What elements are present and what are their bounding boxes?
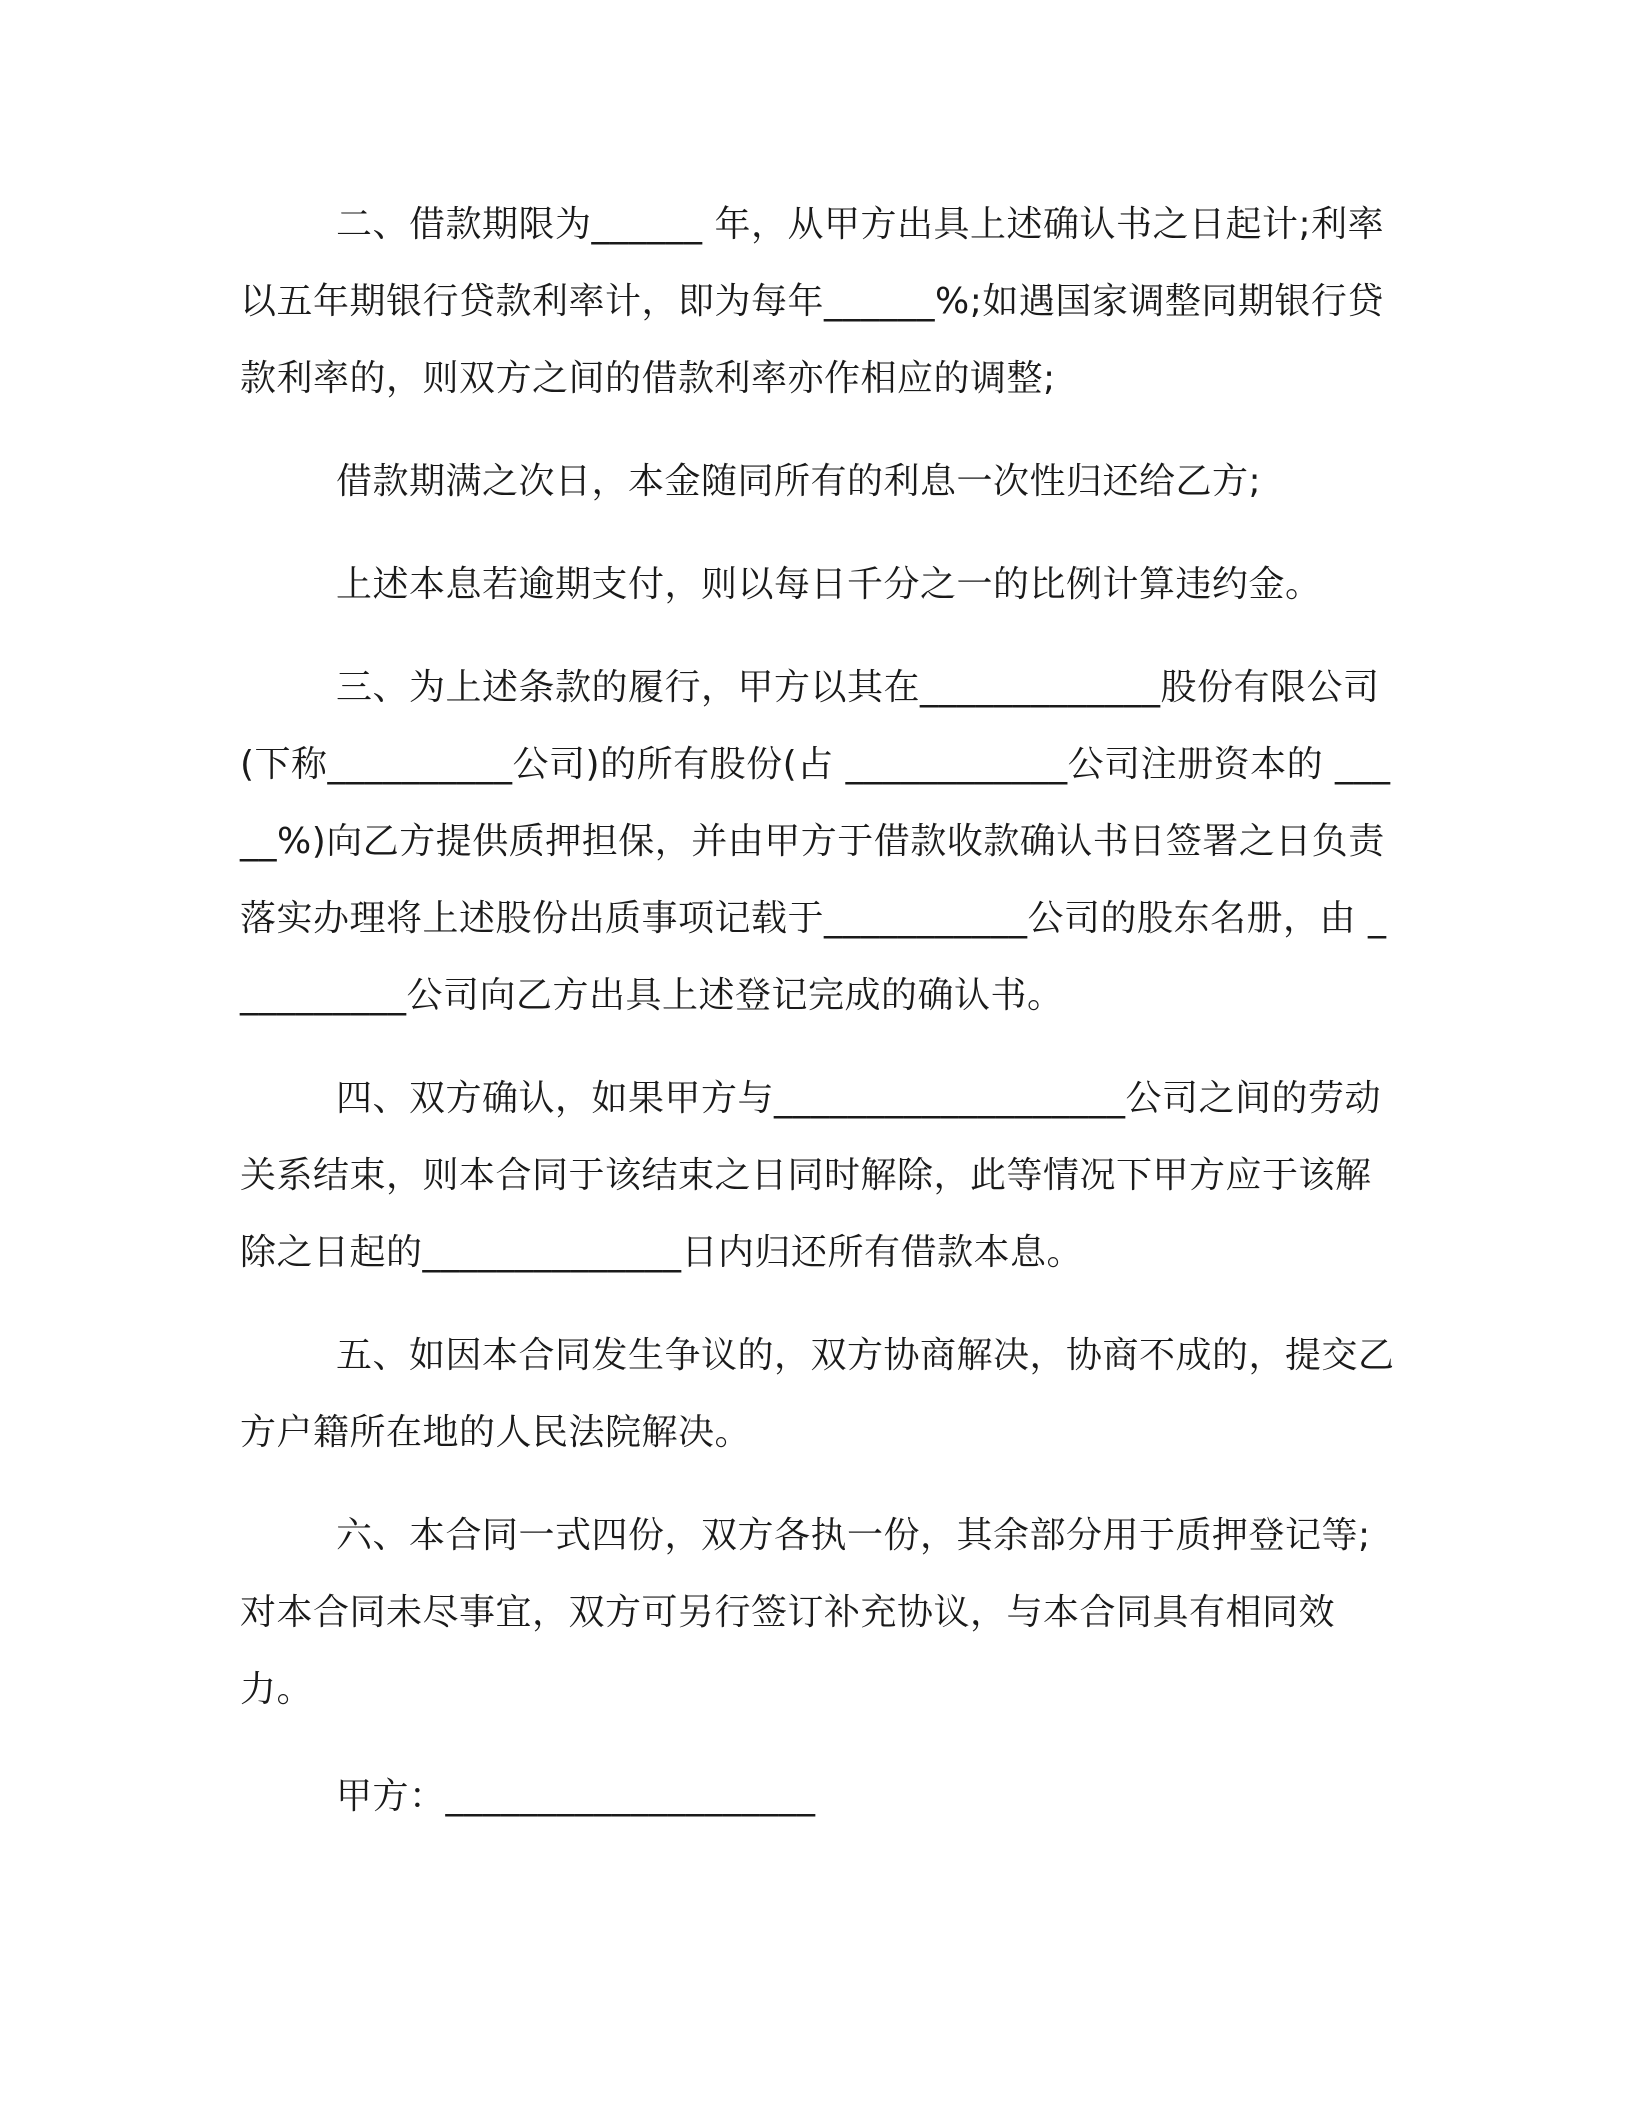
document-body	[240, 186, 1400, 1861]
clause-late-penalty: 上述本息若逾期支付，则以每日千分之一的比例计算违约金。	[336, 564, 1322, 605]
clause-six-copies: 六、本合同一式四份，双方各执一份，其余部分用于质押登记等;对本合同未尽事宜，双方可另行签订补充协议，与本合同具有相同效力。	[240, 1515, 1371, 1710]
clause-two-loan-term: 二、借款期限为______ 年，从甲方出具上述确认书之日起计;利率以五年期银行贷款利率计，即为每年______%;如遇国家调整同期银行贷款利率的，则双方之间的借款利率亦作相应的调整;	[240, 204, 1385, 399]
clause-five-dispute: 五、如因本合同发生争议的，双方协商解决，协商不成的，提交乙方户籍所在地的人民法院解决。	[240, 1335, 1395, 1453]
clause-three-pledge: 三、为上述条款的履行，甲方以其在_____________股份有限公司(下称__________公司)的所有股份(占 ____________公司注册资本的 _____%)向乙方提供质押担保，并由甲方于借款收款确认书日签署之日负责落实办理将上述股份出质事项记载于___________公司的股东名册，由 __________公司向乙方出具上述登记完成的确认书。	[240, 667, 1391, 1016]
party-a-signature-line: 甲方：____________________	[336, 1776, 816, 1817]
clause-repayment-date: 借款期满之次日，本金随同所有的利息一次性归还给乙方;	[336, 461, 1262, 502]
clause-four-termination: 四、双方确认，如果甲方与___________________公司之间的劳动关系结束，则本合同于该结束之日同时解除，此等情况下甲方应于该解除之日起的______________日内归还所有借款本息。	[240, 1078, 1382, 1273]
